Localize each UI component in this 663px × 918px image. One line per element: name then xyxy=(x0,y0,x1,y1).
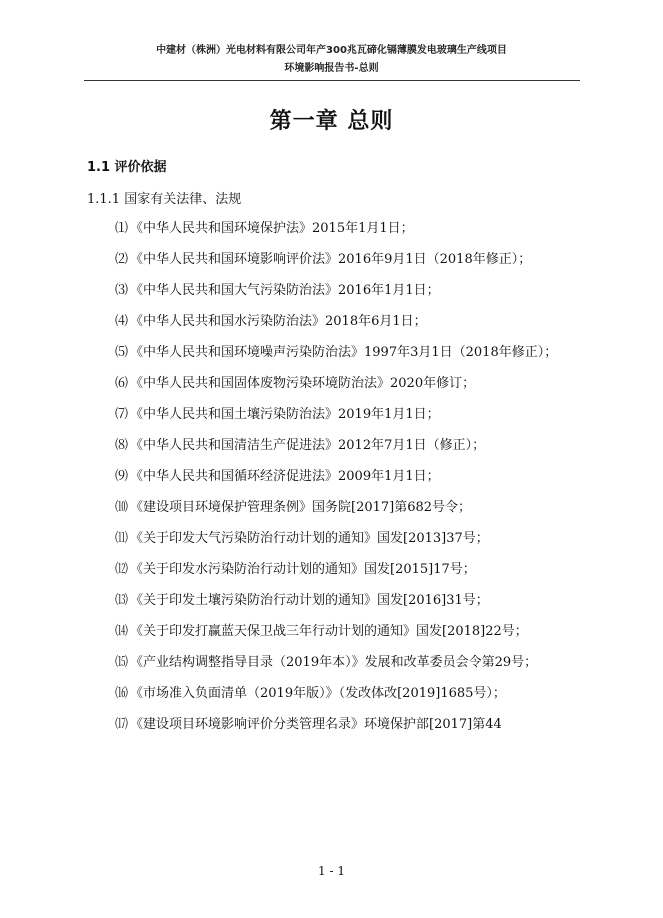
chapter-title: 第一章 总则 xyxy=(269,109,394,134)
item-number: ⑴ xyxy=(115,221,129,236)
list-item xyxy=(87,213,581,244)
list-item xyxy=(87,709,581,740)
item-number: ⒀ xyxy=(115,593,129,608)
list-item xyxy=(87,492,581,523)
item-text: 《市场准入负面清单（2019年版）》（发改体改[2019]1685号）； xyxy=(130,686,506,701)
item-number: ⑻ xyxy=(115,438,129,453)
item-text: 《中华人民共和国大气污染防治法》2016年1月1日； xyxy=(130,283,440,298)
item-text: 《中华人民共和国环境保护法》2015年1月1日； xyxy=(130,221,414,236)
item-text: 《中华人民共和国循环经济促进法》2009年1月1日； xyxy=(130,469,440,484)
list-item xyxy=(87,306,581,337)
list-item xyxy=(87,647,581,678)
item-text: 《中华人民共和国水污染防治法》2018年6月1日； xyxy=(130,314,427,329)
list-item xyxy=(87,337,581,368)
list-item xyxy=(87,523,581,554)
item-text: 《关于印发大气污染防治行动计划的通知》国发[2013]37号； xyxy=(130,531,489,546)
item-number: ⑷ xyxy=(115,314,129,329)
list-item xyxy=(87,244,581,275)
item-number: ⑸ xyxy=(115,345,129,360)
item-text: 《关于印发水污染防治行动计划的通知》国发[2015]17号； xyxy=(130,562,476,577)
item-number: ⑼ xyxy=(115,469,129,484)
section-title: 1.1 评价依据 xyxy=(87,160,167,175)
item-number: ⑿ xyxy=(115,562,129,577)
list-item xyxy=(87,616,581,647)
page-header xyxy=(0,42,663,78)
item-number: ⒄ xyxy=(115,717,129,732)
item-number: ⑵ xyxy=(115,252,129,267)
item-number: ⑹ xyxy=(115,376,129,391)
list-item xyxy=(87,368,581,399)
item-text: 《关于印发打赢蓝天保卫战三年行动计划的通知》国发[2018]22号； xyxy=(130,624,528,639)
regulation-list xyxy=(87,213,581,740)
list-item xyxy=(87,399,581,430)
item-text: 《关于印发土壤污染防治行动计划的通知》国发[2016]31号； xyxy=(130,593,489,608)
item-number: ⒂ xyxy=(115,655,129,670)
header-project-title: 中建材（株洲）光电材料有限公司年产300兆瓦碲化镉薄膜发电玻璃生产线项目 xyxy=(156,45,507,56)
item-text: 《中华人民共和国环境影响评价法》2016年9月1日（2018年修正）； xyxy=(130,252,532,267)
item-number: ⑾ xyxy=(115,531,129,546)
item-text: 《产业结构调整指导目录（2019年本）》发展和改革委员会令第29号； xyxy=(130,655,538,670)
item-number: ⑽ xyxy=(115,500,129,515)
list-item xyxy=(87,554,581,585)
item-number: ⒁ xyxy=(115,624,129,639)
item-text: 《中华人民共和国固体废物污染环境防治法》2020年修订； xyxy=(130,376,476,391)
page-number: 1 - 1 xyxy=(318,864,345,878)
list-item xyxy=(87,430,581,461)
item-text: 《建设项目环境保护管理条例》国务院[2017]第682号令； xyxy=(130,500,472,515)
item-text: 《建设项目环境影响评价分类管理名录》环境保护部[2017]第44 xyxy=(130,717,502,732)
item-number: ⑶ xyxy=(115,283,129,298)
header-report-subtitle: 环境影响报告书-总则 xyxy=(284,63,379,74)
list-item xyxy=(87,585,581,616)
item-text: 《中华人民共和国清洁生产促进法》2012年7月1日（修正）； xyxy=(130,438,486,453)
list-item xyxy=(87,275,581,306)
item-text: 《中华人民共和国土壤污染防治法》2019年1月1日； xyxy=(130,407,440,422)
header-divider xyxy=(84,80,580,81)
list-item xyxy=(87,678,581,709)
item-text: 《中华人民共和国环境噪声污染防治法》1997年3月1日（2018年修正）； xyxy=(130,345,558,360)
item-number: ⑺ xyxy=(115,407,129,422)
subsection-title: 1.1.1 国家有关法律、法规 xyxy=(87,192,242,207)
list-item xyxy=(87,461,581,492)
item-number: ⒃ xyxy=(115,686,129,701)
